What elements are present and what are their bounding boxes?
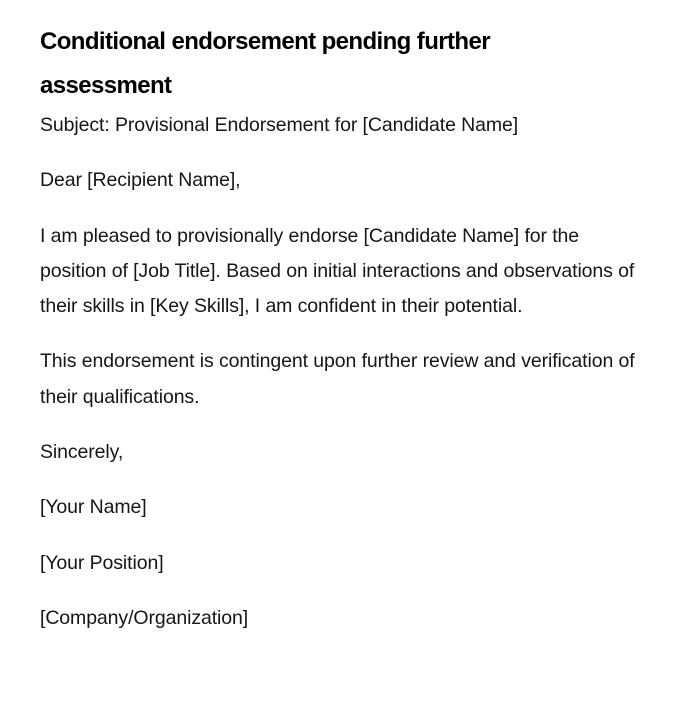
- subject-line: Subject: Provisional Endorsement for [Candidate Name]: [40, 114, 519, 136]
- salutation: Dear [Recipient Name],: [40, 169, 241, 192]
- document-title: Conditional endorsement pending further assessment: [40, 28, 490, 99]
- signature-name: [Your Name]: [40, 496, 147, 519]
- signature-position: [Your Position]: [40, 551, 164, 574]
- closing: Sincerely,: [40, 441, 124, 464]
- signature-organization: [Company/Organization]: [40, 606, 249, 629]
- body-paragraph-2: This endorsement is contingent upon further review and verification of their qualifications.: [40, 350, 635, 408]
- body-paragraph-1: I am pleased to provisionally endorse [Candidate Name] for the position of [Job Title]. Based on initial interactions and observations of their skills in [Key Skills], I am confident in their potential.: [40, 224, 635, 318]
